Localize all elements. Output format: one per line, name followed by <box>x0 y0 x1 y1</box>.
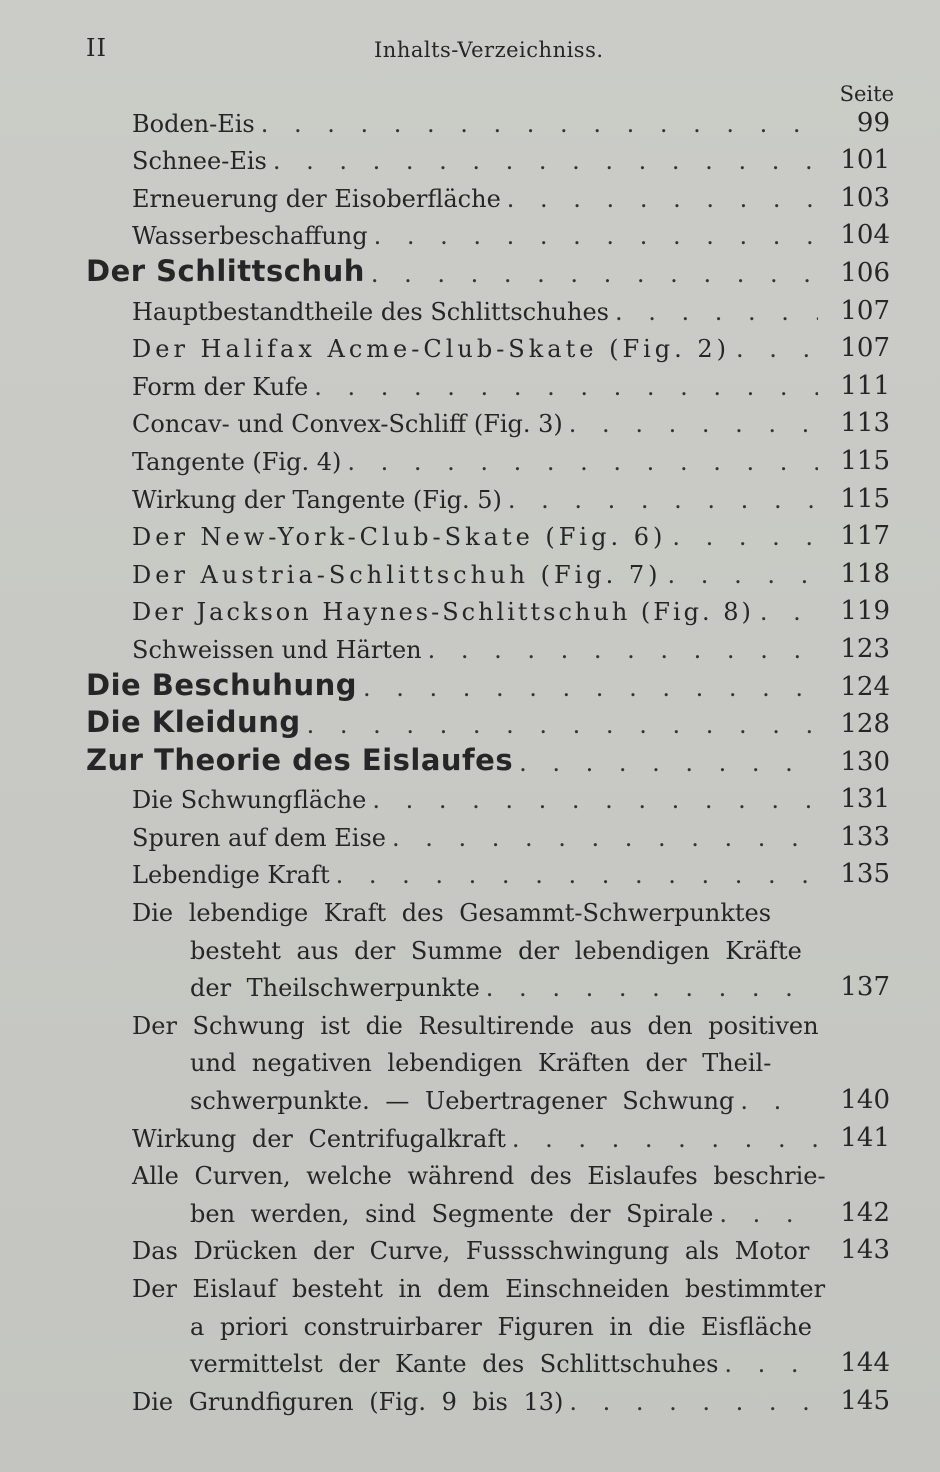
section-label: Die Beschuhung <box>86 667 357 702</box>
dot-leader <box>372 786 818 814</box>
entry-page: 140 <box>840 1085 890 1116</box>
toc-entry-multiline <box>0 889 940 1002</box>
toc-entry <box>0 852 940 890</box>
entry-line: Der Schwung ist die Resultirende aus den positiven <box>132 1011 819 1040</box>
dot-leader <box>428 636 818 664</box>
toc-entry <box>0 138 940 176</box>
dot-leader <box>507 185 818 213</box>
dot-leader <box>261 110 818 138</box>
dot-leader <box>486 974 818 1002</box>
dot-leader <box>392 824 818 852</box>
entry-label: Der New-York-Club-Skate (Fig. 6) <box>132 523 667 552</box>
entry-line: vermittelst der Kante des Schlittschuhes <box>190 1350 719 1379</box>
dot-leader <box>668 561 818 589</box>
entry-line: Das Drücken der Curve, Fussschwingung als Motor <box>132 1237 810 1266</box>
entry-page: 133 <box>840 821 890 852</box>
dot-leader <box>307 711 818 739</box>
toc-section-heading <box>0 250 940 288</box>
entry-page: 141 <box>840 1122 890 1153</box>
entry-label: Form der Kufe <box>132 372 309 401</box>
entry-page: 123 <box>840 633 890 664</box>
section-label: Die Kleidung <box>86 705 301 740</box>
dot-leader <box>569 1388 818 1416</box>
entry-page: 103 <box>840 182 890 213</box>
dot-leader <box>314 373 818 401</box>
entry-page: 145 <box>840 1385 890 1416</box>
toc-entry <box>0 401 940 439</box>
entry-line: Alle Curven, welche während des Eislaufes beschrie- <box>132 1162 826 1191</box>
dot-leader <box>347 448 818 476</box>
entry-line: Die Grundfiguren (Fig. 9 bis 13) <box>132 1387 564 1416</box>
entry-page: 115 <box>840 483 890 514</box>
toc-entry <box>0 438 940 476</box>
seite-label: Seite <box>839 82 894 106</box>
entry-page: 115 <box>840 445 890 476</box>
dot-leader <box>719 1200 818 1228</box>
entry-line: Wirkung der Centrifugalkraft <box>132 1124 506 1153</box>
toc-section-heading <box>0 702 940 740</box>
entry-label: Erneuerung der Eisoberfläche <box>132 184 501 213</box>
toc-section-heading <box>0 739 940 777</box>
toc-entry <box>0 589 940 627</box>
entry-line: schwerpunkte. — Uebertragener Schwung <box>190 1087 735 1116</box>
dot-leader <box>512 1125 818 1153</box>
toc-entry <box>0 363 940 401</box>
section-label: Der Schlittschuh <box>86 253 365 288</box>
dot-leader <box>760 598 818 626</box>
entry-page: 118 <box>840 558 890 589</box>
dot-leader <box>336 861 818 889</box>
entry-page: 130 <box>840 746 890 777</box>
entry-page: 99 <box>856 107 890 138</box>
entry-line: und negativen lebendigen Kräften der Theil- <box>190 1049 772 1078</box>
entry-page: 143 <box>840 1235 890 1266</box>
entry-label: Spuren auf dem Eise <box>132 823 386 852</box>
toc-entry <box>0 326 940 364</box>
entry-label: Tangente (Fig. 4) <box>132 447 342 476</box>
entry-page: 107 <box>840 295 890 326</box>
table-of-contents <box>0 100 940 1416</box>
dot-leader <box>672 523 818 551</box>
entry-label: Die Schwungfläche <box>132 786 367 815</box>
entry-label: Wasserbeschaffung <box>132 222 368 251</box>
dot-leader <box>569 410 818 438</box>
toc-entry <box>0 626 940 664</box>
entry-page: 124 <box>840 671 890 702</box>
toc-entry-multiline <box>0 1115 940 1153</box>
entry-page: 131 <box>840 784 890 815</box>
toc-entry <box>0 175 940 213</box>
entry-label: Lebendige Kraft <box>132 861 330 890</box>
entry-line: der Theilschwerpunkte <box>190 974 480 1003</box>
entry-page: 106 <box>840 257 890 288</box>
entry-page: 117 <box>840 521 890 552</box>
entry-label: Wirkung der Tangente (Fig. 5) <box>132 485 502 514</box>
dot-leader <box>724 1350 818 1378</box>
entry-page: 104 <box>840 220 890 251</box>
entry-page: 107 <box>840 333 890 364</box>
toc-entry <box>0 514 940 552</box>
toc-entry <box>0 213 940 251</box>
entry-page: 142 <box>840 1197 890 1228</box>
entry-label: Der Halifax Acme-Club-Skate (Fig. 2) <box>132 335 731 364</box>
entry-line: Die lebendige Kraft des Gesammt-Schwerpunktes <box>132 899 772 928</box>
toc-entry-multiline <box>0 1378 940 1416</box>
toc-entry <box>0 100 940 138</box>
entry-label: Der Jackson Haynes-Schlittschuh (Fig. 8) <box>132 598 754 627</box>
dot-leader <box>615 298 818 326</box>
dot-leader <box>519 749 818 777</box>
entry-page: 128 <box>840 709 890 740</box>
entry-page: 135 <box>840 859 890 890</box>
entry-label: Hauptbestandtheile des Schlittschuhes <box>132 297 609 326</box>
dot-leader <box>736 335 818 363</box>
dot-leader <box>371 260 818 288</box>
entry-line: Der Eislauf besteht in dem Einschneiden bestimmter <box>132 1275 826 1303</box>
toc-section-heading <box>0 664 940 702</box>
dot-leader <box>508 486 818 514</box>
entry-label: Schweissen und Härten <box>132 635 422 664</box>
entry-label: Concav- und Convex-Schliff (Fig. 3) <box>132 410 563 439</box>
section-label: Zur Theorie des Eislaufes <box>86 742 514 777</box>
toc-entry-multiline <box>0 1002 940 1115</box>
toc-entry <box>0 476 940 514</box>
entry-page: 111 <box>840 370 890 401</box>
toc-entry <box>0 288 940 326</box>
entry-page: 101 <box>840 145 890 176</box>
entry-page: 119 <box>840 596 890 627</box>
entry-line: a priori construirbarer Figuren in die Eisfläche <box>190 1312 812 1341</box>
entry-label: Schnee-Eis <box>132 147 267 176</box>
toc-entry <box>0 814 940 852</box>
page-number: II <box>86 34 107 62</box>
entry-line: ben werden, sind Segmente der Spirale <box>190 1199 714 1228</box>
entry-page: 144 <box>840 1348 890 1379</box>
entry-label: Der Austria-Schlittschuh (Fig. 7) <box>132 560 662 589</box>
dot-leader <box>273 147 818 175</box>
entry-label: Boden-Eis <box>132 109 255 138</box>
entry-page: 113 <box>840 408 890 439</box>
toc-entry <box>0 777 940 815</box>
dot-leader <box>740 1087 779 1115</box>
entry-line: besteht aus der Summe der lebendigen Kräfte <box>190 936 802 965</box>
entry-page: 137 <box>840 972 890 1003</box>
toc-entry-multiline <box>0 1153 940 1228</box>
toc-entry-multiline <box>0 1228 940 1266</box>
dot-leader <box>363 674 818 702</box>
toc-entry-multiline <box>0 1265 940 1378</box>
running-head: Inhalts-Verzeichniss. <box>374 38 604 62</box>
dot-leader <box>374 222 818 250</box>
toc-entry <box>0 551 940 589</box>
